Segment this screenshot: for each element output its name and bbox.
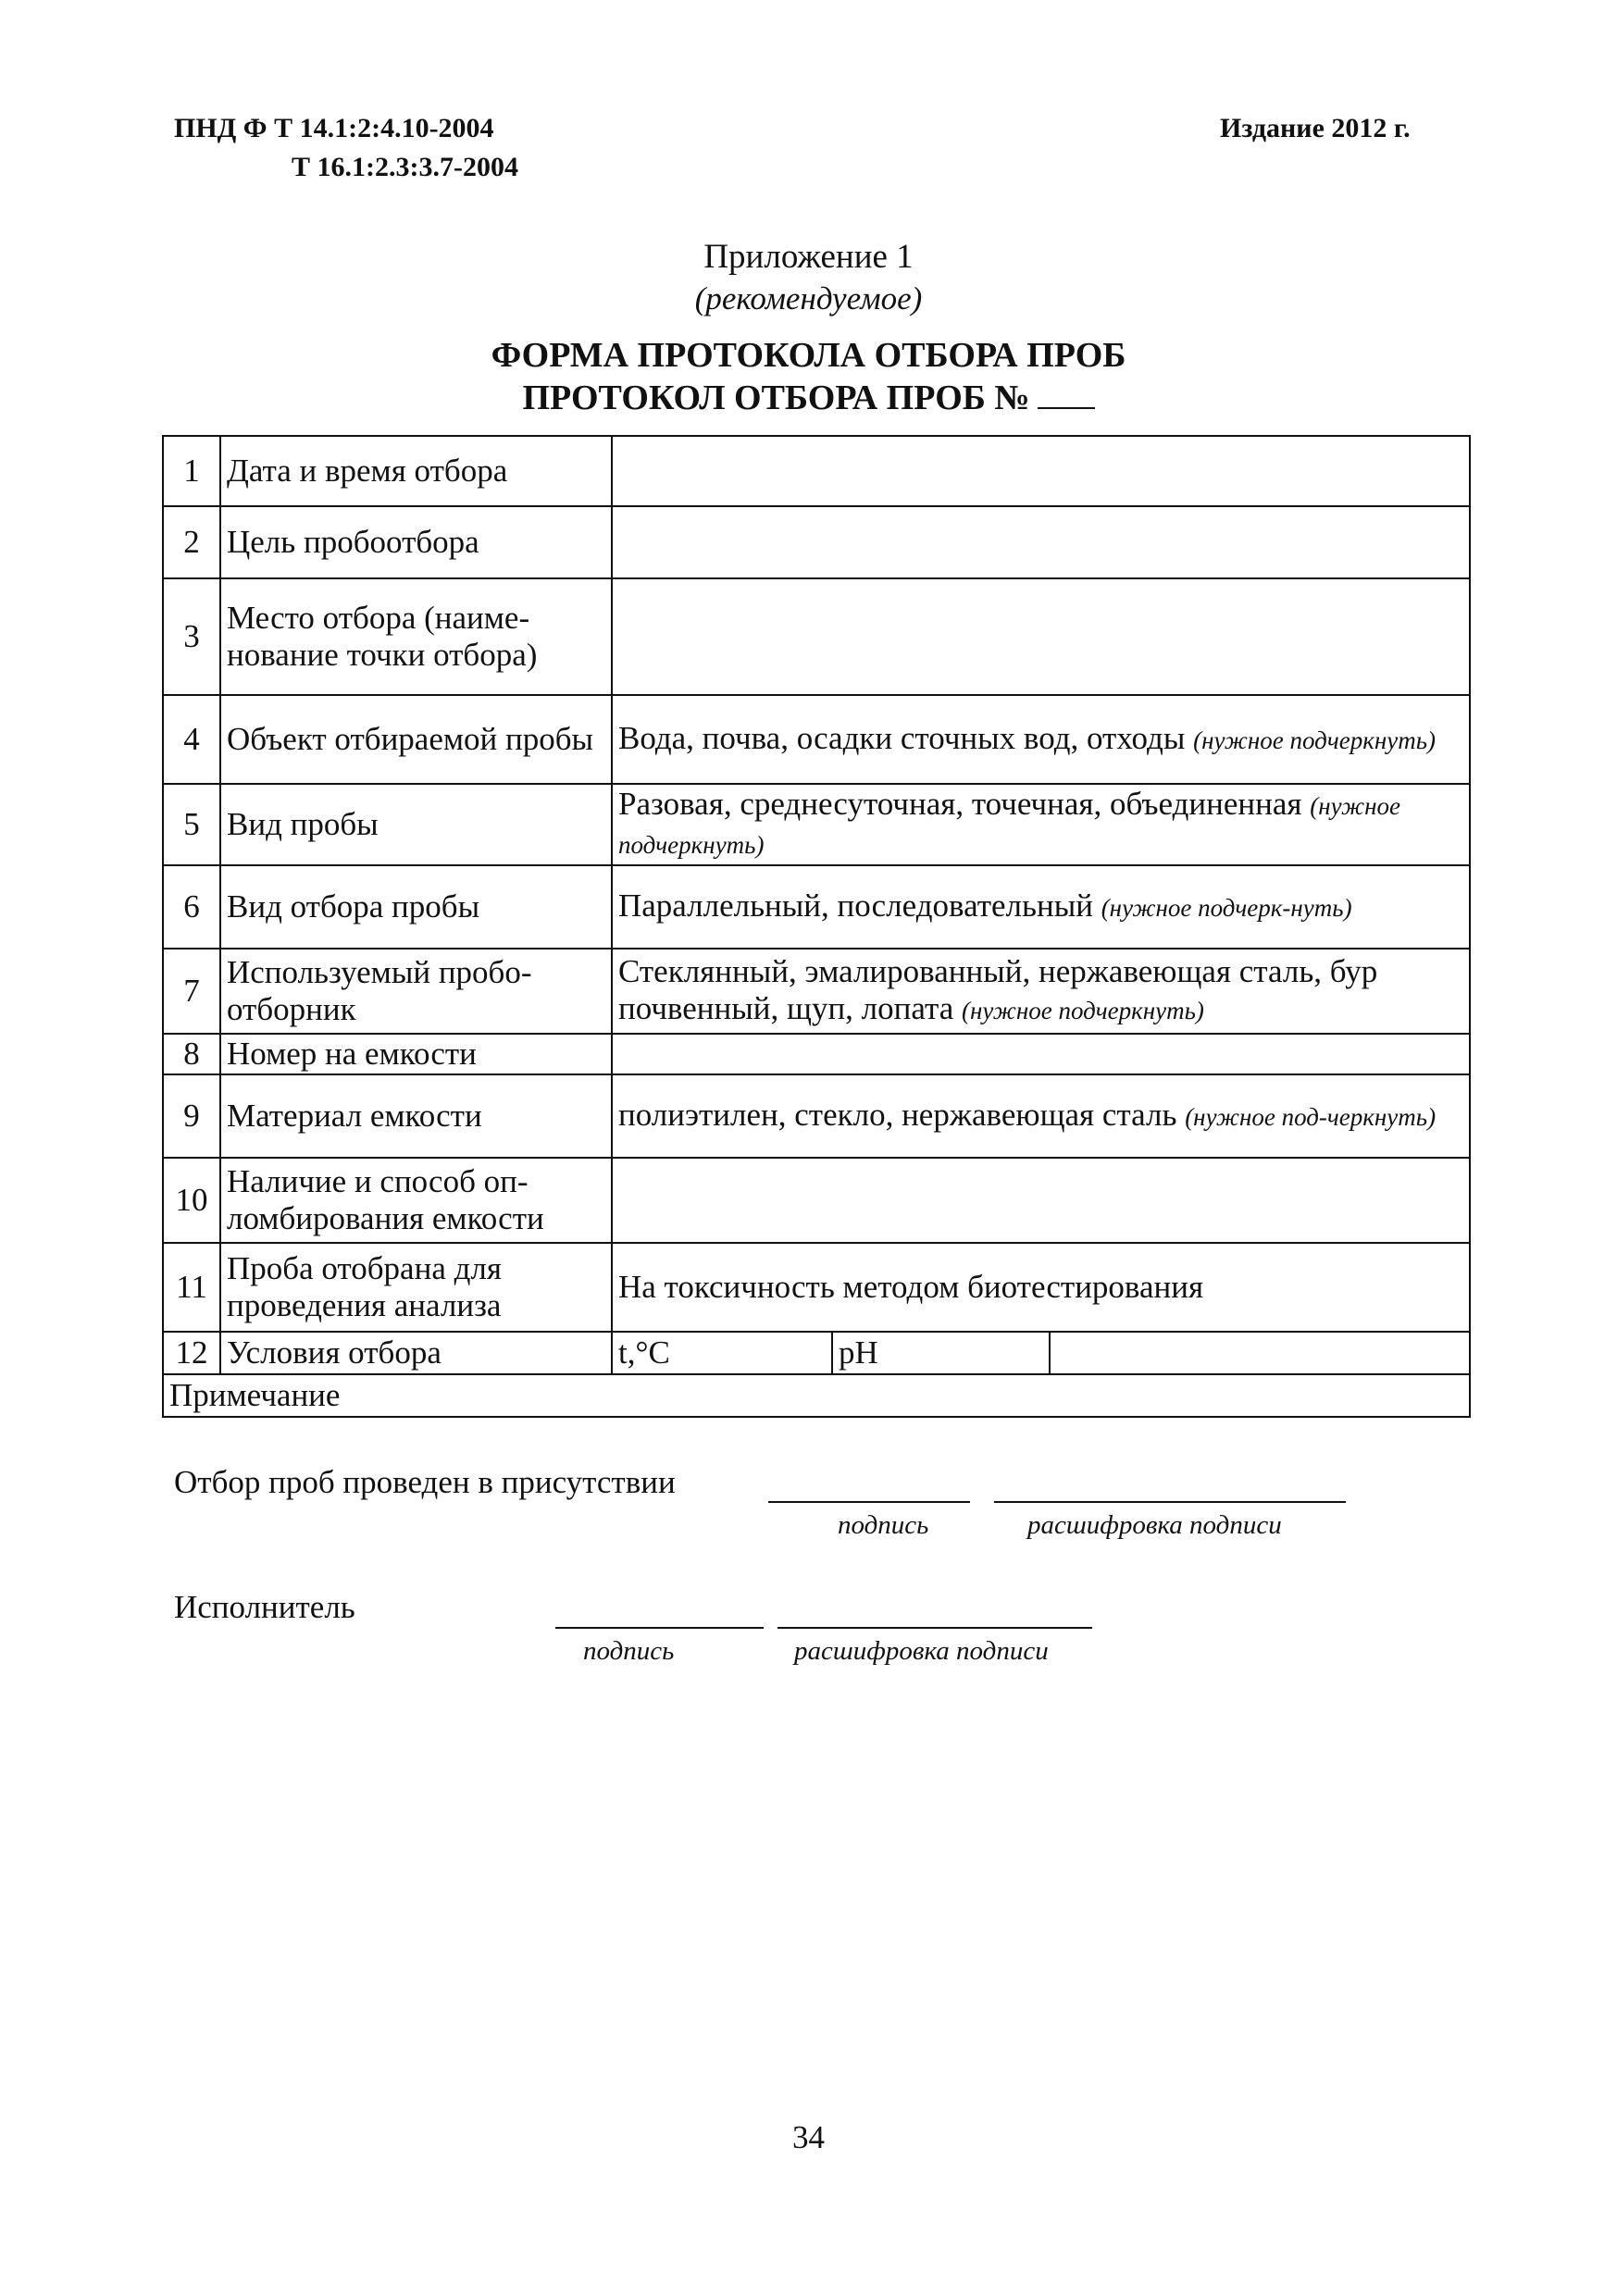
temperature-cell[interactable]: t,°C bbox=[612, 1332, 832, 1374]
table-row bbox=[163, 578, 1470, 695]
row-value-text: полиэтилен, стекло, нержавеющая сталь bbox=[618, 1097, 1177, 1133]
document-code bbox=[174, 109, 518, 187]
table-row bbox=[163, 865, 1470, 949]
table-row bbox=[163, 1374, 1470, 1417]
appendix-note: (рекомендуемое) bbox=[694, 280, 923, 316]
executor-signature-caption: подпись bbox=[583, 1636, 675, 1666]
protocol-table bbox=[162, 435, 1471, 1418]
row-value[interactable] bbox=[612, 949, 1470, 1034]
row-value[interactable] bbox=[612, 695, 1470, 784]
executor-signature-line[interactable] bbox=[555, 1627, 764, 1629]
row-number: 1 bbox=[163, 436, 220, 506]
row-label: Место отбора (наиме-нование точки отбора) bbox=[220, 578, 612, 695]
row-label: Вид отбора пробы bbox=[220, 865, 612, 949]
row-value[interactable] bbox=[612, 578, 1470, 695]
row-number: 9 bbox=[163, 1074, 220, 1158]
row-number: 5 bbox=[163, 784, 220, 865]
row-label: Объект отбираемой пробы bbox=[220, 695, 612, 784]
row-label: Цель пробоотбора bbox=[220, 506, 612, 578]
table-row bbox=[163, 436, 1470, 506]
row-value[interactable] bbox=[612, 784, 1470, 865]
executor-decode-line[interactable] bbox=[777, 1627, 1092, 1629]
row-number: 10 bbox=[163, 1158, 220, 1243]
executor-decode-caption: расшифровка подписи bbox=[794, 1636, 1049, 1666]
document-code-line2: Т 16.1:2.3:3.7-2004 bbox=[292, 152, 518, 182]
row-value-hint: (нужное подчеркнуть) bbox=[962, 997, 1204, 1024]
presence-decode-line[interactable] bbox=[994, 1501, 1346, 1503]
table-row bbox=[163, 695, 1470, 784]
row-label: Используемый пробо-отборник bbox=[220, 949, 612, 1034]
edition-label: Издание 2012 г. bbox=[1220, 113, 1411, 143]
row-label: Номер на емкости bbox=[220, 1034, 612, 1074]
note-cell[interactable]: Примечание bbox=[163, 1374, 1470, 1417]
row-value-text: Параллельный, последовательный bbox=[618, 887, 1093, 924]
presence-text: Отбор проб проведен в присутствии bbox=[174, 1464, 676, 1500]
row-number: 6 bbox=[163, 865, 220, 949]
page-number: 34 bbox=[792, 2119, 825, 2155]
row-value[interactable] bbox=[612, 1243, 1470, 1332]
appendix-title: Приложение 1 bbox=[703, 238, 914, 276]
executor-label: Исполнитель bbox=[174, 1589, 355, 1625]
row-number: 4 bbox=[163, 695, 220, 784]
presence-decode-caption: расшифровка подписи bbox=[1027, 1510, 1282, 1540]
table-row bbox=[163, 1243, 1470, 1332]
row-label: Вид пробы bbox=[220, 784, 612, 865]
row-value[interactable] bbox=[612, 1074, 1470, 1158]
table-row bbox=[163, 1074, 1470, 1158]
protocol-number-blank[interactable] bbox=[1038, 376, 1095, 409]
table-row bbox=[163, 1332, 1470, 1374]
row-number: 12 bbox=[163, 1332, 220, 1374]
row-value-hint: (нужное подчеркнуть) bbox=[618, 792, 1400, 859]
presence-signature-line[interactable] bbox=[768, 1501, 970, 1503]
protocol-title-text: ПРОТОКОЛ ОТБОРА ПРОБ № bbox=[522, 379, 1030, 417]
row-number: 11 bbox=[163, 1243, 220, 1332]
extra-cell[interactable] bbox=[1050, 1332, 1470, 1374]
row-value-hint: (нужное под-черкнуть) bbox=[1185, 1103, 1437, 1131]
presence-signature-caption: подпись bbox=[838, 1510, 929, 1540]
row-value[interactable] bbox=[612, 1158, 1470, 1243]
row-label: Материал емкости bbox=[220, 1074, 612, 1158]
table-row bbox=[163, 506, 1470, 578]
row-value-hint: (нужное подчеркнуть) bbox=[1193, 726, 1436, 754]
row-number: 3 bbox=[163, 578, 220, 695]
row-number: 2 bbox=[163, 506, 220, 578]
row-value[interactable] bbox=[612, 865, 1470, 949]
row-label: Наличие и способ оп-ломбирования емкости bbox=[220, 1158, 612, 1243]
table-row bbox=[163, 1034, 1470, 1074]
row-number: 7 bbox=[163, 949, 220, 1034]
row-value[interactable] bbox=[612, 506, 1470, 578]
table-row bbox=[163, 784, 1470, 865]
row-value[interactable] bbox=[612, 1034, 1470, 1074]
table-row bbox=[163, 949, 1470, 1034]
row-label: Дата и время отбора bbox=[220, 436, 612, 506]
row-value-text: Стеклянный, эмалированный, нержавеющая сталь, бур почвенный, щуп, лопата bbox=[618, 953, 1378, 1026]
table-row bbox=[163, 1158, 1470, 1243]
row-label: Проба отобрана для проведения анализа bbox=[220, 1243, 612, 1332]
row-value-hint: (нужное подчерк-нуть) bbox=[1101, 894, 1352, 922]
form-title: ФОРМА ПРОТОКОЛА ОТБОРА ПРОБ bbox=[491, 336, 1126, 375]
ph-cell[interactable]: pH bbox=[832, 1332, 1050, 1374]
row-number: 8 bbox=[163, 1034, 220, 1074]
document-code-line1: ПНД Ф Т 14.1:2:4.10-2004 bbox=[174, 113, 494, 143]
row-value-text: Разовая, среднесуточная, точечная, объединенная bbox=[618, 786, 1302, 822]
row-value[interactable] bbox=[612, 436, 1470, 506]
protocol-title bbox=[0, 376, 1617, 420]
row-label: Условия отбора bbox=[220, 1332, 612, 1374]
row-value-text: Вода, почва, осадки сточных вод, отходы bbox=[618, 720, 1186, 756]
row-value-text: На токсичность методом биотестирования bbox=[618, 1269, 1204, 1305]
